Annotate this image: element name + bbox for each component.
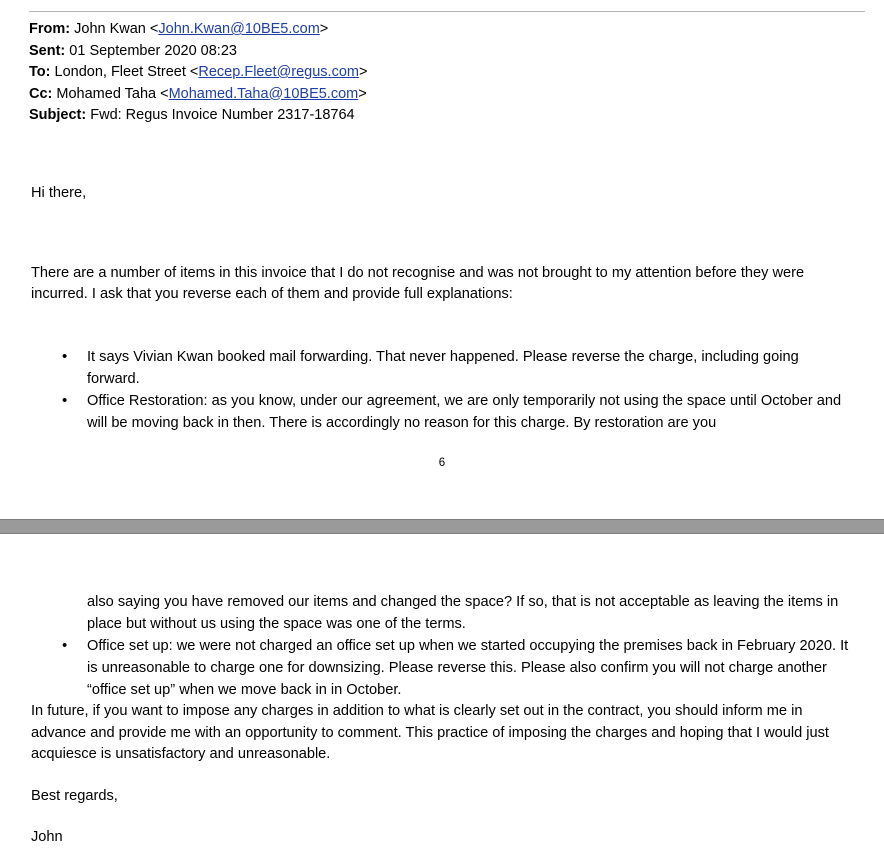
page-number: 6: [438, 457, 446, 469]
header-row-sent: [29, 41, 869, 63]
spacer: [31, 766, 853, 786]
continuation-paragraph: also saying you have removed our items and changed the space? If so, that is not acceptable as leaving the items in place but without us using the space was one of the terms.: [87, 594, 839, 632]
greeting-text: Hi there,: [31, 185, 87, 201]
email-body-top: [31, 183, 853, 434]
closing-paragraph: In future, if you want to impose any charges in addition to what is clearly set out in the contract, you should inform me in advance and provide me with an opportunity to comment. This practice of imposing the charges and hoping that I would just acquiesce is unsatisfactory and unreasonable.: [31, 703, 829, 762]
from-label: From:: [29, 21, 71, 37]
cc-email-link[interactable]: Mohamed.Taha@10BE5.com: [168, 85, 359, 102]
sent-value: 01 September 2020 08:23: [69, 42, 237, 59]
email-body-bottom: [31, 592, 853, 849]
complaint-list: [31, 346, 853, 434]
list-item: • Office Restoration: as you know, under our agreement, we are only temporarily not using the space until October and will be moving back in then. There is accordingly no reason for this charge. By restoration are you: [87, 390, 853, 434]
header-divider: [29, 11, 865, 12]
sign-off-text: Best regards,: [31, 787, 118, 804]
subject-label: Subject:: [29, 107, 87, 123]
spacer: [31, 306, 853, 346]
email-header: [29, 19, 869, 127]
header-row-cc: [29, 84, 869, 106]
cc-close: >: [358, 85, 367, 102]
to-label: To:: [29, 64, 51, 80]
header-row-from: [29, 19, 869, 41]
from-email-link[interactable]: John.Kwan@10BE5.com: [158, 21, 320, 37]
list-item: • Office set up: we were not charged an office set up when we started occupying the premises back in February 2020. It is unreasonable to charge one for downsizing. Please reverse this. Please also confirm you will not charge another “office set up” when we move back in in October.: [87, 635, 853, 701]
cc-name: Mohamed Taha <: [56, 85, 169, 102]
page-break-divider: [0, 519, 884, 534]
subject-value: Fwd: Regus Invoice Number 2317-18764: [90, 107, 355, 123]
from-close: >: [319, 21, 329, 37]
spacer: [31, 807, 853, 827]
header-row-to: [29, 62, 869, 84]
cc-label: Cc:: [29, 85, 53, 102]
sent-label: Sent:: [29, 42, 66, 59]
to-email-link[interactable]: Recep.Fleet@regus.com: [198, 64, 359, 80]
from-name: John Kwan <: [74, 21, 159, 37]
intro-paragraph: There are a number of items in this invoice that I do not recognise and was not brought to my attention before they were incurred. I ask that you reverse each of them and provide full explanations:: [31, 264, 805, 302]
spacer: [31, 205, 853, 263]
complaint-list-continued: [31, 635, 853, 701]
list-item: • It says Vivian Kwan booked mail forwarding. That never happened. Please reverse the charge, including going forward.: [87, 346, 853, 390]
to-name: London, Fleet Street <: [54, 64, 199, 80]
header-row-subject: [29, 105, 869, 127]
to-close: >: [358, 64, 368, 80]
signature-text: John: [31, 829, 63, 845]
